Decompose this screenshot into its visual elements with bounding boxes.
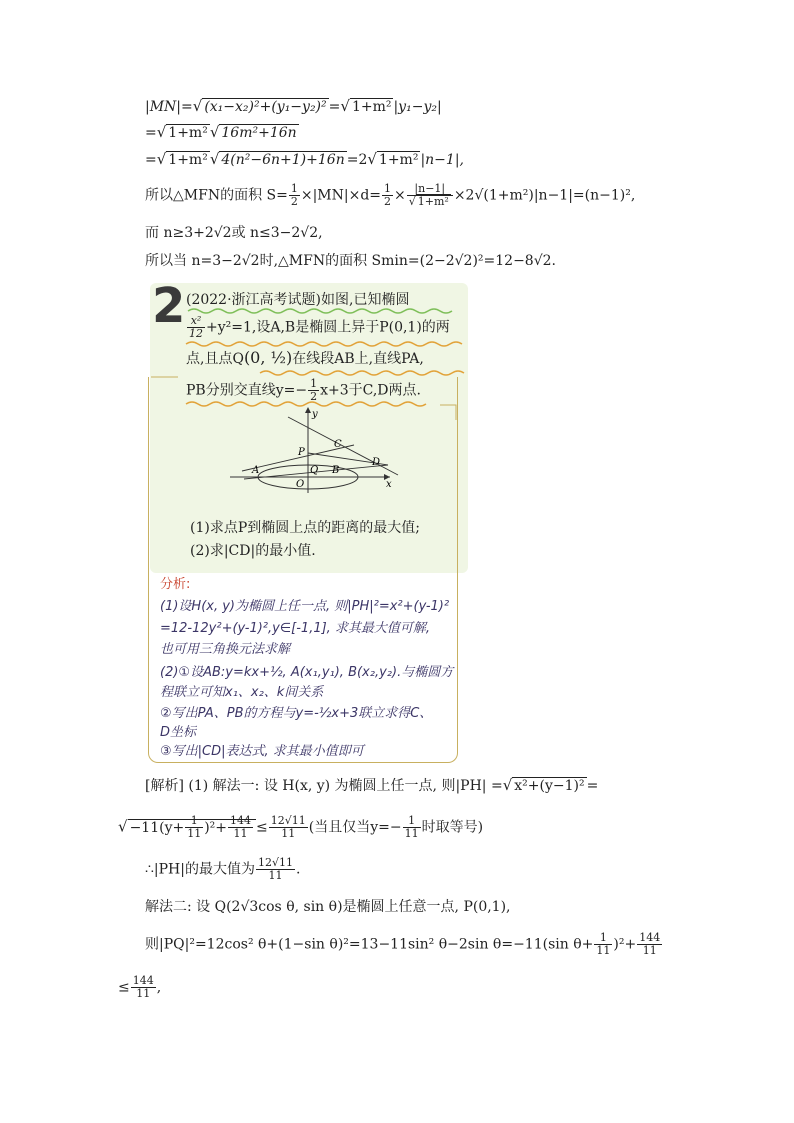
radicand: 1+m² [168, 152, 208, 168]
wave-underline [260, 371, 464, 375]
fraction [131, 975, 156, 1000]
y-arrow [305, 407, 311, 413]
numerator: x² [187, 315, 205, 328]
text: +y²=1,设A,B是椭圆上异于P(0,1)的两 [206, 319, 450, 336]
fraction [403, 815, 421, 840]
text: −11(y+ [129, 819, 185, 836]
problem-line-4 [186, 378, 421, 403]
text: = [328, 99, 341, 115]
radicand: 4(n²−6n+1)+16n [221, 152, 345, 168]
label-a: A [252, 465, 260, 476]
radicand: 1+m² [351, 99, 392, 115]
denominator: 11 [404, 827, 419, 840]
fraction [187, 315, 205, 340]
radical: √ [502, 776, 513, 794]
text: × [394, 187, 406, 204]
text: = [145, 152, 157, 168]
radicand: 1+m² [417, 195, 449, 208]
text: ×|MN|×d= [300, 187, 382, 204]
denominator: 11 [233, 827, 248, 840]
numerator: 12√11 [270, 814, 306, 827]
denominator: 11 [268, 869, 283, 882]
eq-line-min: 所以当 n=3−2√2时,△MFN的面积 Smin=(2−2√2)²=12−8√2. [145, 253, 556, 269]
numerator: 1 [403, 815, 421, 828]
label-x: x [386, 479, 392, 490]
radicand: (x₁−x₂)²+(y₁−y₂)² [204, 99, 327, 115]
denominator: 11 [136, 987, 151, 1000]
text: [解析] (1) 解法一: 设 H(x, y) 为椭圆上任一点, 则|PH| = [145, 778, 503, 794]
fraction [637, 932, 662, 957]
label-o: O [296, 479, 305, 490]
solution-line-3 [145, 857, 300, 882]
solution-line-6 [118, 975, 161, 1000]
label-d: D [372, 457, 381, 468]
radicand: 1+m² [378, 152, 419, 168]
numerator: 144 [639, 931, 661, 944]
numerator: 1 [185, 815, 203, 828]
analysis-line-6: ②写出PA、PB的方程与y=-½x+3联立求得C、 [160, 706, 433, 721]
problem-line-1: (2022·浙江高考试题)如图,已知椭圆 [186, 292, 410, 308]
fraction [594, 932, 612, 957]
text: = [586, 778, 599, 794]
label-p: P [298, 447, 305, 458]
label-y: y [312, 409, 318, 420]
text: ≤ [256, 819, 268, 836]
text: . [296, 861, 301, 878]
denominator: 2 [384, 195, 392, 208]
question-1: (1)求点P到椭圆上点的距离的最大值; [190, 520, 420, 536]
fraction [269, 815, 308, 840]
numerator: 1 [310, 377, 318, 390]
denominator: 11 [281, 827, 296, 840]
text: ≤ [118, 979, 130, 996]
fraction [228, 815, 253, 840]
label-c: C [334, 439, 342, 450]
radicand: 1+m² [168, 125, 208, 141]
text: )²+ [613, 936, 637, 953]
bracket-line [440, 405, 456, 420]
fraction [256, 857, 295, 882]
text: = [145, 125, 157, 141]
denominator: 11 [642, 944, 657, 957]
numerator: 1 [384, 182, 392, 195]
point-q: (0, ½) [243, 348, 293, 367]
denominator: 12 [189, 327, 203, 340]
wave-underline [186, 342, 462, 346]
problem-number: 2 [152, 278, 186, 334]
text: (当且仅当y=− [308, 819, 402, 836]
analysis-line-2: =12-12y²+(y-1)²,y∈[-1,1], 求其最大值可解, [160, 621, 431, 636]
analysis-line-8: ③写出|CD|表达式, 求其最小值即可 [160, 744, 364, 759]
label-q: Q [310, 465, 319, 476]
denominator: √ 1+m² [408, 195, 449, 208]
radicand: 16m²+16n [221, 125, 297, 141]
line-cd [288, 417, 398, 475]
numerator: 1 [290, 182, 298, 195]
text: , [156, 979, 162, 996]
text: |n−1|, [420, 152, 464, 168]
denominator: 2 [290, 195, 298, 208]
text: )²+ [204, 819, 228, 836]
solution-line-5 [145, 932, 663, 957]
solution-line-4: 解法二: 设 Q(2√3cos θ, sin θ)是椭圆上任意一点, P(0,1), [145, 899, 511, 915]
text: |y₁−y₂| [393, 99, 442, 115]
numerator: 12√11 [257, 856, 293, 869]
question-2: (2)求|CD|的最小值. [190, 543, 316, 559]
text: ×2√(1+m²)|n−1|=(n−1)², [453, 187, 636, 204]
radical: √ [118, 817, 128, 836]
numerator: |n−1| [407, 183, 453, 196]
analysis-line-3: 也可用三角换元法求解 [160, 642, 291, 657]
text: 则|PQ|²=12cos² θ+(1−sin θ)²=13−11sin² θ−2sin θ=−11(sin θ+ [145, 936, 594, 953]
text: 点,且点Q [186, 351, 244, 367]
text: =2 [346, 152, 368, 168]
fraction [185, 815, 203, 840]
analysis-line-1: (1)设H(x, y)为椭圆上任一点, 则|PH|²=x²+(y-1)² [160, 599, 450, 614]
problem-line-3 [186, 348, 424, 369]
text: ∴|PH|的最大值为 [145, 861, 255, 878]
problem-line-2 [186, 315, 450, 340]
text: 在线段AB上,直线PA, [292, 351, 424, 367]
denominator: 2 [310, 390, 318, 403]
radical: √ [192, 97, 203, 115]
numerator: 144 [132, 974, 154, 987]
radical: √ [209, 123, 220, 141]
text: 所以△MFN的面积 S= [145, 187, 288, 204]
numerator: 144 [230, 814, 252, 827]
radical: √ [209, 150, 220, 168]
fraction [308, 378, 319, 403]
analysis-line-5: 程联立可知x₁、x₂、k间关系 [160, 685, 324, 700]
text: PB分别交直线y=− [186, 382, 308, 399]
text: x+3于C,D两点. [320, 382, 421, 399]
radical: √ [156, 123, 167, 141]
solution-line-2 [118, 815, 483, 840]
analysis-line-4: (2)①设AB:y=kx+½, A(x₁,y₁), B(x₂,y₂).与椭圆方 [160, 665, 454, 680]
solution-line-1 [145, 775, 598, 796]
radicand [128, 814, 256, 840]
text: |MN|= [145, 99, 193, 115]
analysis-line-7: D坐标 [160, 725, 197, 740]
text: 时取等号) [421, 819, 484, 836]
ellipse-figure [228, 405, 408, 495]
radical: √ [367, 150, 377, 168]
eq-line-range: 而 n≥3+2√2或 n≤3−2√2, [145, 225, 323, 241]
denominator: 11 [596, 944, 611, 957]
analysis-title: 分析: [160, 577, 191, 592]
numerator: 1 [594, 932, 612, 945]
denominator: 11 [187, 827, 202, 840]
radicand: x²+(y−1)² [514, 778, 585, 794]
label-b: B [332, 465, 340, 476]
radical: √ [340, 97, 350, 115]
radical: √ [156, 150, 167, 168]
